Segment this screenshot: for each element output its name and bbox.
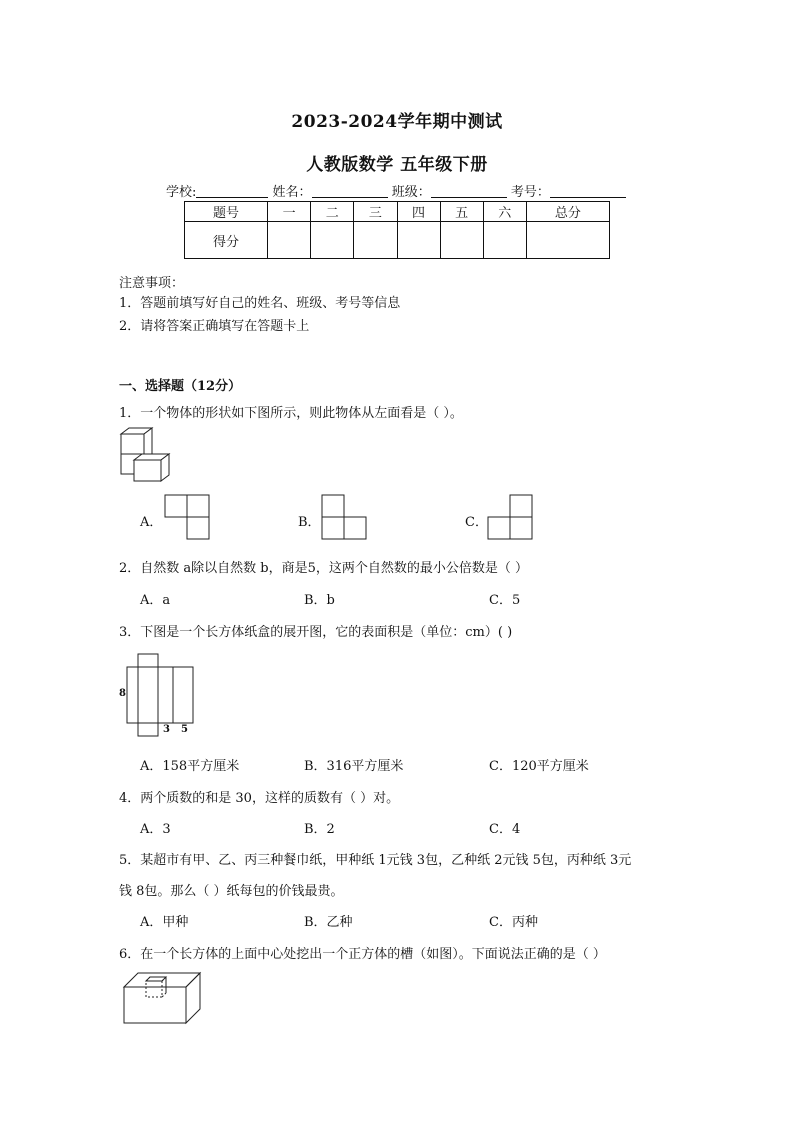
score-cell[interactable] <box>268 222 311 259</box>
q1-option-a-figure <box>164 494 212 542</box>
q5-option-b[interactable]: B．乙种 <box>304 915 353 930</box>
score-cell[interactable] <box>354 222 397 259</box>
q6-cuboid-figure <box>122 967 204 1027</box>
score-header-cell: 三 <box>354 202 397 222</box>
q5-option-c[interactable]: C．丙种 <box>489 915 538 930</box>
class-blank[interactable] <box>431 185 507 198</box>
question-3: 3．下图是一个长方体纸盒的展开图，它的表面积是（单位：cm）( ) <box>119 625 513 640</box>
q1-option-c[interactable]: C． <box>465 515 488 530</box>
score-header-cell: 四 <box>397 202 440 222</box>
note-item: 2．请将答案正确填写在答题卡上 <box>119 319 310 334</box>
q2-option-a[interactable]: A．a <box>140 593 171 608</box>
page-subtitle: 人教版数学 五年级下册 <box>306 155 488 175</box>
name-label: 姓名： <box>272 185 312 200</box>
score-table-header-row <box>185 202 610 222</box>
exam-no-blank[interactable] <box>550 185 626 198</box>
score-table-score-row <box>185 222 610 259</box>
q2-option-b[interactable]: B．b <box>304 593 335 608</box>
q2-option-c[interactable]: C．5 <box>489 593 521 608</box>
q1-option-b[interactable]: B． <box>298 515 321 530</box>
school-blank[interactable] <box>196 185 268 198</box>
score-cell[interactable] <box>526 222 609 259</box>
q1-option-c-figure <box>487 494 535 542</box>
name-blank[interactable] <box>312 185 388 198</box>
q3-label-3: 3 <box>163 724 170 735</box>
school-label: 学校: <box>166 185 197 200</box>
q3-option-a[interactable]: A．158平方厘米 <box>140 759 240 774</box>
score-header-cell: 一 <box>268 202 311 222</box>
question-5-line-2: 钱 8包。那么（ ）纸每包的价钱最贵。 <box>119 884 344 899</box>
q4-option-c[interactable]: C．4 <box>489 822 521 837</box>
q1-option-a[interactable]: A． <box>140 515 163 530</box>
question-2: 2．自然数 a除以自然数 b，商是5，这两个自然数的最小公倍数是（ ） <box>119 561 529 576</box>
question-1: 1．一个物体的形状如下图所示，则此物体从左面看是（ ）。 <box>119 406 463 421</box>
question-4: 4．两个质数的和是 30，这样的质数有（ ）对。 <box>119 791 400 806</box>
score-cell[interactable] <box>483 222 526 259</box>
score-table <box>184 201 610 259</box>
notes-heading: 注意事项： <box>119 276 185 291</box>
score-cell[interactable] <box>311 222 354 259</box>
score-cell[interactable] <box>440 222 483 259</box>
q1-cube-figure <box>117 426 175 486</box>
q4-option-b[interactable]: B．2 <box>304 822 335 837</box>
q3-option-c[interactable]: C．120平方厘米 <box>489 759 589 774</box>
score-row-label: 得分 <box>185 222 268 259</box>
note-item: 1．答题前填写好自己的姓名、班级、考号等信息 <box>119 296 401 311</box>
section-heading: 一、选择题（12分） <box>119 379 242 394</box>
score-header-cell: 题号 <box>185 202 268 222</box>
q5-option-a[interactable]: A．甲种 <box>140 915 189 930</box>
page-title: 2023-2024学年期中测试 <box>291 112 503 132</box>
q3-label-5: 5 <box>181 724 188 735</box>
exam-no-label: 考号： <box>510 185 550 200</box>
info-fields <box>166 181 626 200</box>
q3-option-b[interactable]: B．316平方厘米 <box>304 759 404 774</box>
q3-label-8: 8 <box>119 688 126 699</box>
question-6: 6．在一个长方体的上面中心处挖出一个正方体的槽（如图）。下面说法正确的是（ ） <box>119 947 606 962</box>
q1-option-b-figure <box>321 494 369 542</box>
score-header-cell: 总分 <box>526 202 609 222</box>
score-cell[interactable] <box>397 222 440 259</box>
score-header-cell: 二 <box>311 202 354 222</box>
q4-option-a[interactable]: A．3 <box>140 822 171 837</box>
score-header-cell: 六 <box>483 202 526 222</box>
class-label: 班级： <box>391 185 431 200</box>
question-5-line-1: 5．某超市有甲、乙、丙三种餐巾纸，甲种纸 1元钱 3包，乙种纸 2元钱 5包，丙种纸 3元 <box>119 853 632 868</box>
score-header-cell: 五 <box>440 202 483 222</box>
